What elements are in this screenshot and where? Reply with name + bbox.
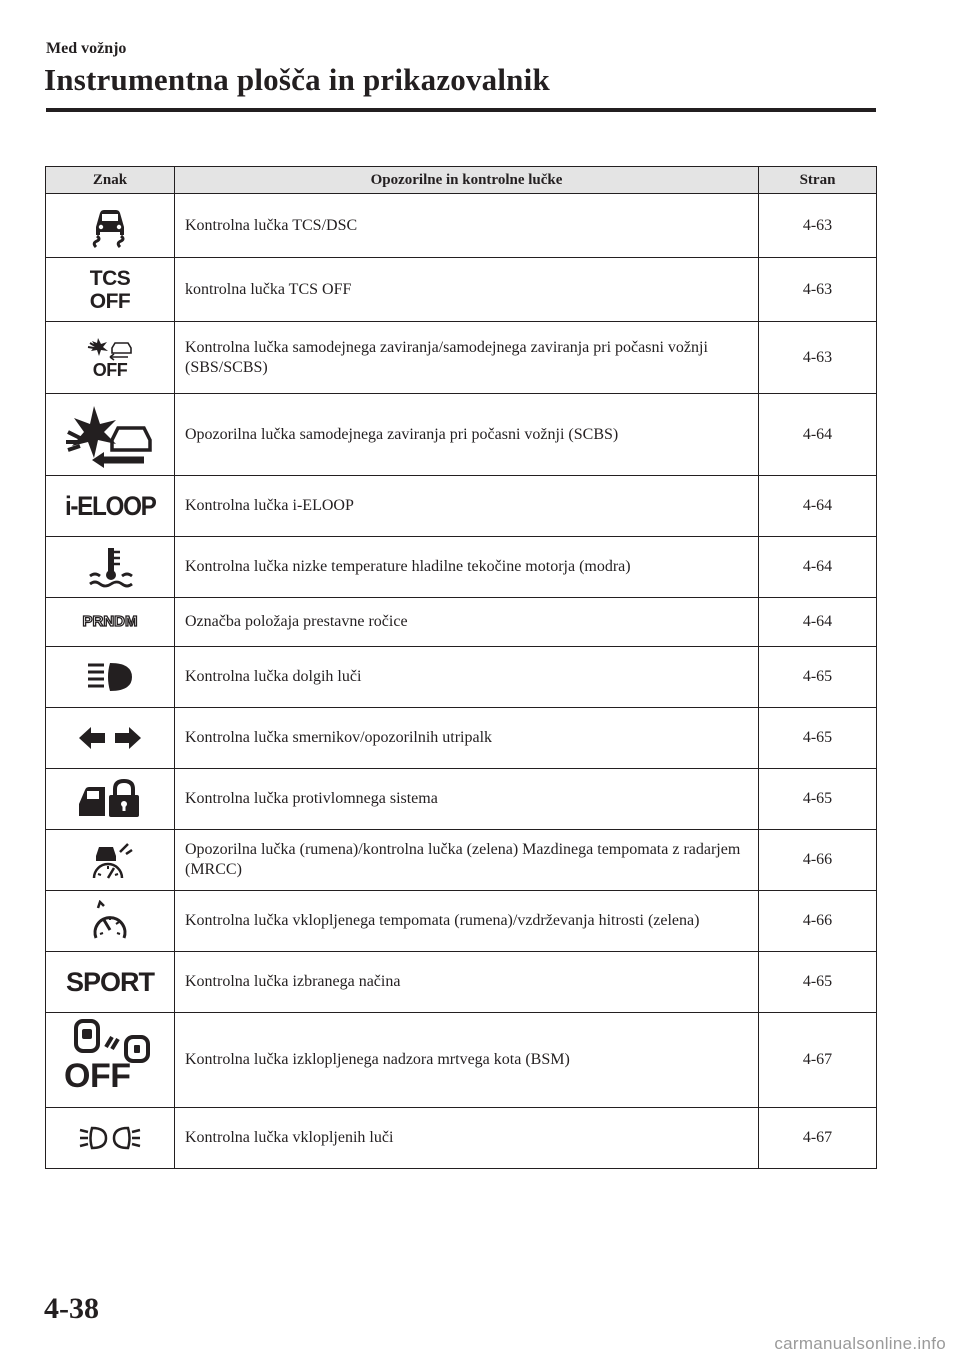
description-cell: Označba položaja prestavne ročice — [175, 598, 759, 647]
title-rule — [46, 108, 876, 112]
page-cell: 4-66 — [759, 830, 877, 891]
symbol-cell — [46, 1108, 175, 1169]
table-row — [46, 537, 877, 598]
column-header-description: Opozorilne in kontrolne lučke — [175, 167, 759, 194]
symbol-cell — [46, 1013, 175, 1108]
page-cell: 4-65 — [759, 647, 877, 708]
description-cell: Kontrolna lučka vklopljenega tempomata (rumena)/vzdrževanja hitrosti (zelena) — [175, 891, 759, 952]
description-cell: Kontrolna lučka izklopljenega nadzora mrtvega kota (BSM) — [175, 1013, 759, 1108]
description-cell: Kontrolna lučka samodejnega zaviranja/samodejnega zaviranja pri počasni vožnji (SBS/SCBS) — [175, 322, 759, 394]
symbol-cell — [46, 952, 175, 1013]
column-header-symbol: Znak — [46, 167, 175, 194]
page-cell: 4-63 — [759, 322, 877, 394]
bsm-off-label: OFF — [64, 1056, 131, 1095]
page-cell: 4-63 — [759, 258, 877, 322]
page-cell: 4-64 — [759, 476, 877, 537]
table-row — [46, 708, 877, 769]
page-cell: 4-63 — [759, 194, 877, 258]
page-number: 4-38 — [44, 1292, 99, 1325]
table-row — [46, 322, 877, 394]
table-row — [46, 891, 877, 952]
sport-mode-icon: SPORT — [65, 966, 154, 997]
symbol-cell — [46, 598, 175, 647]
symbol-cell — [46, 647, 175, 708]
description-cell: kontrolna lučka TCS OFF — [175, 258, 759, 322]
table-row — [46, 830, 877, 891]
page-title: Instrumentna plošča in prikazovalnik — [44, 62, 550, 97]
page-cell: 4-65 — [759, 769, 877, 830]
table-row — [46, 394, 877, 476]
tcs-off-icon: TCS OFF — [89, 266, 131, 313]
page-cell: 4-64 — [759, 537, 877, 598]
symbol-cell — [46, 394, 175, 476]
table-row — [46, 194, 877, 258]
table-row — [46, 476, 877, 537]
symbol-cell — [46, 537, 175, 598]
table-row — [46, 647, 877, 708]
car-skid-icon — [46, 203, 174, 249]
page-cell: 4-67 — [759, 1013, 877, 1108]
lights-on-icon — [46, 1124, 174, 1152]
description-cell: Kontrolna lučka izbranega načina — [175, 952, 759, 1013]
cruise-control-icon — [46, 900, 174, 942]
security-lock-icon — [46, 778, 174, 820]
description-cell: Kontrolna lučka i-ELOOP — [175, 476, 759, 537]
symbol-cell — [46, 708, 175, 769]
page-cell: 4-67 — [759, 1108, 877, 1169]
symbol-cell — [46, 322, 175, 394]
symbol-cell — [46, 476, 175, 537]
page-cell: 4-64 — [759, 394, 877, 476]
table-row — [46, 598, 877, 647]
i-eloop-icon: i-ELOOP — [64, 490, 156, 521]
description-cell: Opozorilna lučka (rumena)/kontrolna lučka (zelena) Mazdinega tempomata z radarjem (MRCC) — [175, 830, 759, 891]
description-cell: Kontrolna lučka dolgih luči — [175, 647, 759, 708]
scbs-warning-icon — [46, 402, 174, 468]
description-cell: Kontrolna lučka protivlomnega sistema — [175, 769, 759, 830]
bsm-off-icon — [62, 1019, 158, 1097]
warning-lights-table — [45, 166, 877, 1169]
table-row — [46, 769, 877, 830]
description-cell: Kontrolna lučka nizke temperature hladilne tekočine motorja (modra) — [175, 537, 759, 598]
description-cell: Kontrolna lučka vklopljenih luči — [175, 1108, 759, 1169]
description-cell: Opozorilna lučka samodejnega zaviranja pri počasni vožnji (SCBS) — [175, 394, 759, 476]
description-cell: Kontrolna lučka smernikov/opozorilnih utripalk — [175, 708, 759, 769]
coolant-temperature-icon — [46, 546, 174, 588]
symbol-cell — [46, 830, 175, 891]
symbol-cell — [46, 258, 175, 322]
symbol-cell — [46, 194, 175, 258]
radar-cruise-icon — [46, 840, 174, 880]
table-row — [46, 258, 877, 322]
sbs-off-icon — [84, 334, 136, 381]
section-label: Med vožnjo — [46, 40, 127, 57]
page-cell: 4-64 — [759, 598, 877, 647]
table-row — [46, 1013, 877, 1108]
sbs-off-label: OFF — [92, 360, 128, 380]
description-cell: Kontrolna lučka TCS/DSC — [175, 194, 759, 258]
page-cell: 4-66 — [759, 891, 877, 952]
watermark: carmanualsonline.info — [774, 1334, 946, 1353]
table-row — [46, 952, 877, 1013]
gear-position-icon: PRNDM — [82, 613, 138, 630]
table-row — [46, 1108, 877, 1169]
page-cell: 4-65 — [759, 952, 877, 1013]
turn-signal-icon — [46, 725, 174, 751]
table-header-row — [46, 167, 877, 194]
high-beam-icon — [46, 660, 174, 694]
symbol-cell — [46, 769, 175, 830]
page-cell: 4-65 — [759, 708, 877, 769]
symbol-cell — [46, 891, 175, 952]
column-header-page: Stran — [759, 167, 877, 194]
